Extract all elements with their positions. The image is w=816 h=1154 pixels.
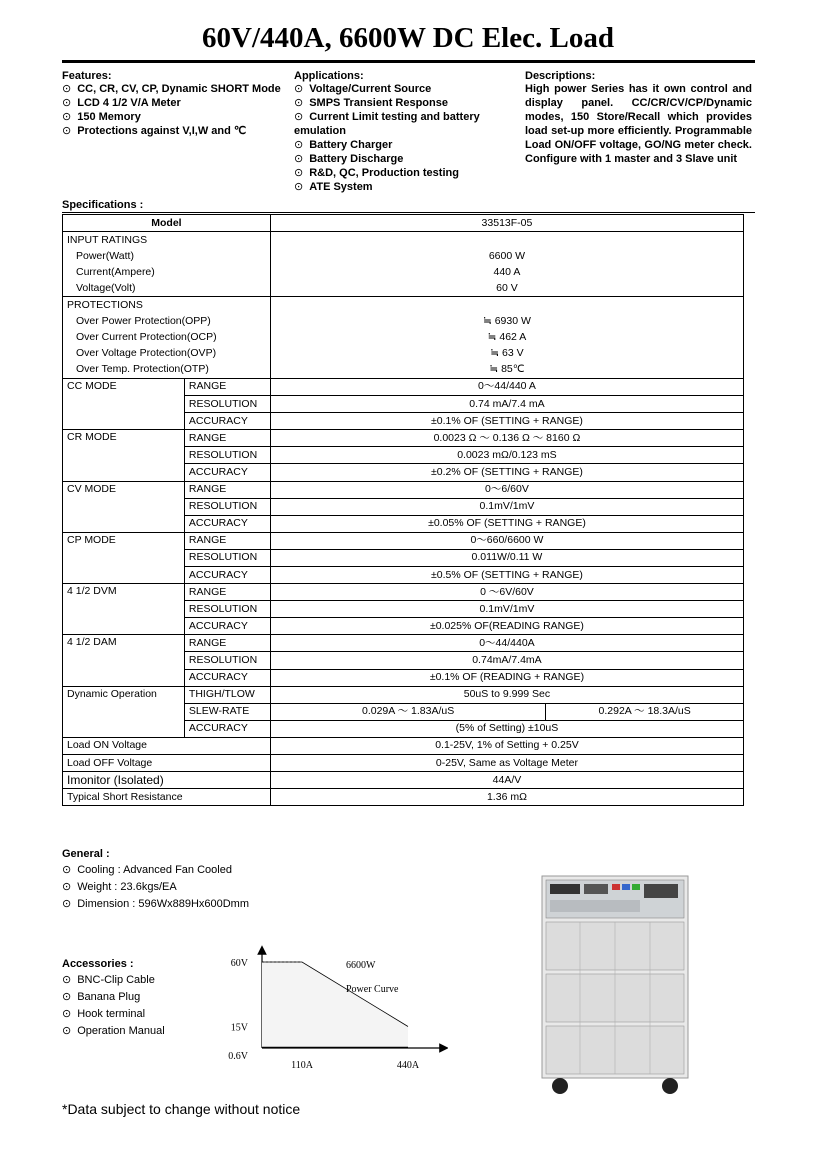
param-label: RANGE <box>184 430 270 447</box>
param-value: ±0.05% OF (SETTING + RANGE) <box>270 515 743 532</box>
table-row <box>63 346 744 362</box>
accessory-item: ⊙ BNC-Clip Cable <box>62 972 165 989</box>
applications-section <box>294 70 522 194</box>
table-row <box>63 737 744 754</box>
mode-label: CP MODE <box>63 532 185 583</box>
table-row <box>63 330 744 346</box>
accessory-item: ⊙ Hook terminal <box>62 1006 165 1023</box>
table-row <box>63 532 744 549</box>
param-label: RESOLUTION <box>184 498 270 515</box>
param-value: 0.74 mA/7.4 mA <box>270 396 743 413</box>
general-item: ⊙ Dimension : 596Wx889Hx600Dmm <box>62 896 249 913</box>
row-value: 6600 W <box>270 248 743 264</box>
table-row <box>63 264 744 280</box>
row-label: Load OFF Voltage <box>63 755 271 772</box>
row-label: Over Current Protection(OCP) <box>63 330 271 346</box>
param-value: ±0.5% OF (SETTING + RANGE) <box>270 566 743 583</box>
product-image <box>540 872 690 1098</box>
param-label: ACCURACY <box>184 515 270 532</box>
section-label: INPUT RATINGS <box>63 232 271 249</box>
application-item: ⊙ Voltage/Current Source <box>294 82 522 96</box>
param-value: 50uS to 9.999 Sec <box>270 686 743 703</box>
table-row <box>63 362 744 379</box>
features-section <box>62 70 290 138</box>
param-value: 0.1mV/1mV <box>270 498 743 515</box>
description-text: High power Series has it own control and display panel. CC/CR/CV/CP/Dynamic modes, 150 Store/Recall which provides load set-up more efficiently. Programmable Load ON/OFF voltage, GO/NG meter check. Configure with 1 master and 3 Slave unit <box>525 83 752 165</box>
table-row <box>63 232 744 249</box>
row-label: Over Power Protection(OPP) <box>63 314 271 330</box>
power-curve-chart <box>218 944 448 1074</box>
applications-heading: Applications: <box>294 70 364 82</box>
row-value: 1.36 mΩ <box>270 789 743 806</box>
table-row <box>63 686 744 703</box>
table-row <box>63 789 744 806</box>
param-value: 0.011W/0.11 W <box>270 549 743 566</box>
param-value: 0～44/440A <box>270 635 743 652</box>
row-label: Typical Short Resistance <box>63 789 271 806</box>
param-label: ACCURACY <box>184 413 270 430</box>
table-row <box>63 584 744 601</box>
x-tick-label: 440A <box>396 1060 420 1071</box>
accessory-item: ⊙ Operation Manual <box>62 1023 165 1040</box>
specifications-heading: Specifications : <box>62 199 144 211</box>
param-value-low: 0.029A ～ 1.83A/uS <box>270 703 545 720</box>
row-label: Voltage(Volt) <box>63 280 271 297</box>
page-title: 60V/440A, 6600W DC Elec. Load <box>202 22 614 54</box>
mode-label: Dynamic Operation <box>63 686 185 737</box>
accessories-section <box>62 958 165 1040</box>
title-divider <box>62 60 755 63</box>
param-value: 0～660/6600 W <box>270 532 743 549</box>
param-value: ±0.2% OF (SETTING + RANGE) <box>270 464 743 481</box>
param-value-high: 0.292A ～ 18.3A/uS <box>546 703 744 720</box>
param-label: ACCURACY <box>184 720 270 737</box>
application-item: ⊙ SMPS Transient Response <box>294 96 522 110</box>
features-heading: Features: <box>62 70 112 82</box>
row-value: ≒ 462 A <box>270 330 743 346</box>
application-item: ⊙ Current Limit testing and battery emulation <box>294 110 522 138</box>
param-value: (5% of Setting) ±10uS <box>270 720 743 737</box>
param-value: ±0.1% OF (READING + RANGE) <box>270 669 743 686</box>
param-label: RANGE <box>184 378 270 395</box>
accessories-heading: Accessories : <box>62 958 134 970</box>
param-value: ±0.025% OF(READING RANGE) <box>270 618 743 635</box>
param-label: RESOLUTION <box>184 601 270 618</box>
table-row <box>63 481 744 498</box>
mode-label: 4 1/2 DVM <box>63 584 185 635</box>
param-label: RANGE <box>184 481 270 498</box>
curve-area <box>262 962 408 1047</box>
param-value: 0～44/440 A <box>270 378 743 395</box>
table-row <box>63 280 744 297</box>
feature-item: ⊙ Protections against V,I,W and ℃ <box>62 124 290 138</box>
table-row <box>63 248 744 264</box>
row-label: Power(Watt) <box>63 248 271 264</box>
y-tick-label: 15V <box>230 1022 248 1034</box>
general-item: ⊙ Cooling : Advanced Fan Cooled <box>62 862 249 879</box>
row-label: Current(Ampere) <box>63 264 271 280</box>
table-row <box>63 297 744 314</box>
accessory-item: ⊙ Banana Plug <box>62 989 165 1006</box>
power-annotation: 6600W <box>346 960 376 971</box>
row-value: ≒ 6930 W <box>270 314 743 330</box>
y-tick-label: 60V <box>230 958 248 969</box>
param-label: ACCURACY <box>184 618 270 635</box>
chart-title: Power Curve <box>346 984 399 995</box>
param-label: SLEW-RATE <box>184 703 270 720</box>
mode-label: 4 1/2 DAM <box>63 635 185 686</box>
model-value: 33513F-05 <box>270 215 743 232</box>
param-value: 0 ～6V/60V <box>270 584 743 601</box>
param-value: 0.1mV/1mV <box>270 601 743 618</box>
mode-label: CR MODE <box>63 430 185 481</box>
param-label: ACCURACY <box>184 464 270 481</box>
param-label: RESOLUTION <box>184 549 270 566</box>
param-value: 0.74mA/7.4mA <box>270 652 743 669</box>
descriptions-section <box>525 70 752 166</box>
mode-label: CC MODE <box>63 378 185 429</box>
specifications-divider <box>62 212 755 213</box>
param-value: 0～6/60V <box>270 481 743 498</box>
param-label: RANGE <box>184 532 270 549</box>
application-item: ⊙ Battery Charger <box>294 138 522 152</box>
row-value: 44A/V <box>270 772 743 789</box>
feature-item: ⊙ CC, CR, CV, CP, Dynamic SHORT Mode <box>62 82 290 96</box>
param-label: RESOLUTION <box>184 396 270 413</box>
param-label: RESOLUTION <box>184 447 270 464</box>
specifications-table <box>62 214 744 806</box>
application-item: ⊙ Battery Discharge <box>294 152 522 166</box>
application-item: ⊙ R&D, QC, Production testing <box>294 166 522 180</box>
table-row <box>63 755 744 772</box>
param-label: THIGH/TLOW <box>184 686 270 703</box>
general-heading: General : <box>62 848 110 860</box>
table-row <box>63 215 744 232</box>
table-row <box>63 378 744 395</box>
model-label: Model <box>63 215 271 232</box>
application-item: ⊙ ATE System <box>294 180 522 194</box>
param-value: 0.0023 Ω ～ 0.136 Ω ～ 8160 Ω <box>270 430 743 447</box>
feature-item: ⊙ 150 Memory <box>62 110 290 124</box>
table-row <box>63 635 744 652</box>
row-value: ≒ 63 V <box>270 346 743 362</box>
section-label: PROTECTIONS <box>63 297 271 314</box>
row-value: 60 V <box>270 280 743 297</box>
row-label: Imonitor (Isolated) <box>63 772 271 789</box>
row-value: ≒ 85℃ <box>270 362 743 379</box>
table-row <box>63 772 744 789</box>
footnote: *Data subject to change without notice <box>62 1101 301 1117</box>
param-label: ACCURACY <box>184 669 270 686</box>
table-row <box>63 314 744 330</box>
row-value: 0.1-25V, 1% of Setting + 0.25V <box>270 737 743 754</box>
param-label: RANGE <box>184 635 270 652</box>
mode-label: CV MODE <box>63 481 185 532</box>
descriptions-heading: Descriptions: <box>525 70 596 82</box>
y-tick-label: 0.6V <box>228 1051 248 1063</box>
param-label: RANGE <box>184 584 270 601</box>
row-value: 0-25V, Same as Voltage Meter <box>270 755 743 772</box>
x-tick-label: 110A <box>291 1060 313 1071</box>
row-label: Load ON Voltage <box>63 737 271 754</box>
row-label: Over Temp. Protection(OTP) <box>63 362 271 379</box>
row-label: Over Voltage Protection(OVP) <box>63 346 271 362</box>
feature-item: ⊙ LCD 4 1/2 V/A Meter <box>62 96 290 110</box>
general-section <box>62 848 249 913</box>
param-value: ±0.1% OF (SETTING + RANGE) <box>270 413 743 430</box>
param-label: ACCURACY <box>184 566 270 583</box>
general-item: ⊙ Weight : 23.6kgs/EA <box>62 879 249 896</box>
table-row <box>63 430 744 447</box>
param-label: RESOLUTION <box>184 652 270 669</box>
param-value: 0.0023 mΩ/0.123 mS <box>270 447 743 464</box>
row-value: 440 A <box>270 264 743 280</box>
